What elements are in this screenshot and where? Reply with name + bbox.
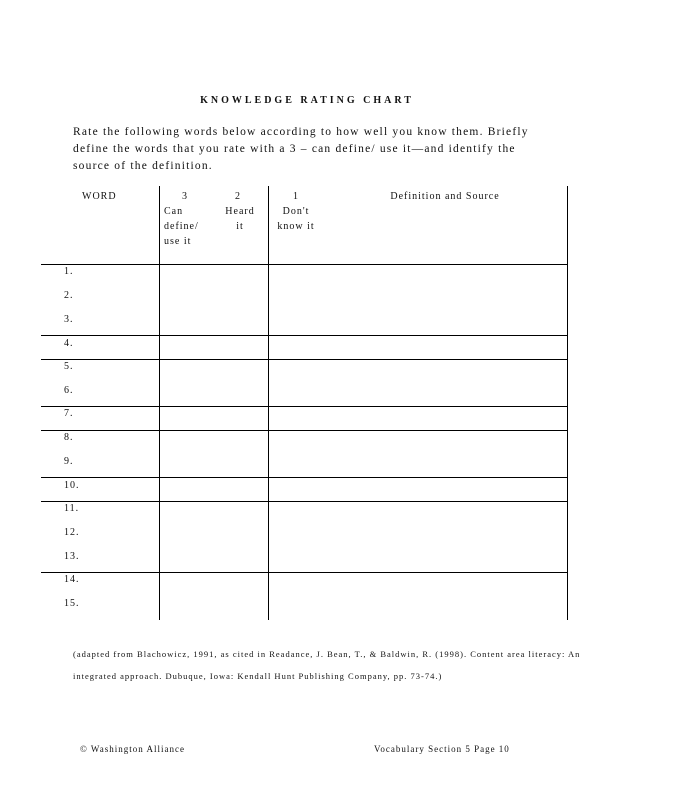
row-number: 3. xyxy=(64,314,74,325)
header-word: WORD xyxy=(82,191,117,202)
row-number: 2. xyxy=(64,290,74,301)
instructions: Rate the following words below according to how well you know them. Briefly define the words that you rate with a 3 – can define/ use it—and identify the source of the definition. xyxy=(73,126,529,172)
row-number: 5. xyxy=(64,361,74,372)
row-number: 13. xyxy=(64,551,80,562)
header-rating-1-label: Don't know it xyxy=(277,206,315,232)
row-number: 12. xyxy=(64,527,80,538)
column-divider-ratings xyxy=(268,186,269,620)
row-divider xyxy=(41,335,568,336)
column-divider-word xyxy=(159,186,160,620)
row-number: 1. xyxy=(64,266,74,277)
row-divider xyxy=(41,477,568,478)
row-number: 11. xyxy=(64,503,80,514)
row-divider xyxy=(41,501,568,502)
row-number: 15. xyxy=(64,598,80,609)
row-number: 10. xyxy=(64,480,80,491)
column-divider-right xyxy=(567,186,568,620)
row-number: 7. xyxy=(64,408,74,419)
footer-copyright: © Washington Alliance xyxy=(80,744,185,754)
footer-page-info: Vocabulary Section 5 Page 10 xyxy=(374,744,510,754)
row-number: 9. xyxy=(64,456,74,467)
header-rating-2-number: 2 xyxy=(235,191,241,202)
row-divider xyxy=(41,572,568,573)
header-definition-source: Definition and Source xyxy=(390,191,500,202)
header-rating-3-number: 3 xyxy=(182,191,188,202)
header-rating-2-label: Heard it xyxy=(225,206,255,232)
row-divider xyxy=(41,430,568,431)
row-number: 6. xyxy=(64,385,74,396)
row-divider xyxy=(41,264,568,265)
chart-title: KNOWLEDGE RATING CHART xyxy=(200,95,414,106)
row-divider xyxy=(41,359,568,360)
row-number: 4. xyxy=(64,338,74,349)
row-number: 8. xyxy=(64,432,74,443)
header-rating-1-number: 1 xyxy=(293,191,299,202)
row-divider xyxy=(41,406,568,407)
header-rating-3-label: Can define/ use it xyxy=(164,206,199,247)
citation: (adapted from Blachowicz, 1991, as cited in Readance, J. Bean, T., & Baldwin, R. (1998). Content area literacy: An integrated approach. Dubuque, Iowa: Kendall Hunt Publishing Company, pp. 73-74.) xyxy=(73,649,581,681)
row-number: 14. xyxy=(64,574,80,585)
